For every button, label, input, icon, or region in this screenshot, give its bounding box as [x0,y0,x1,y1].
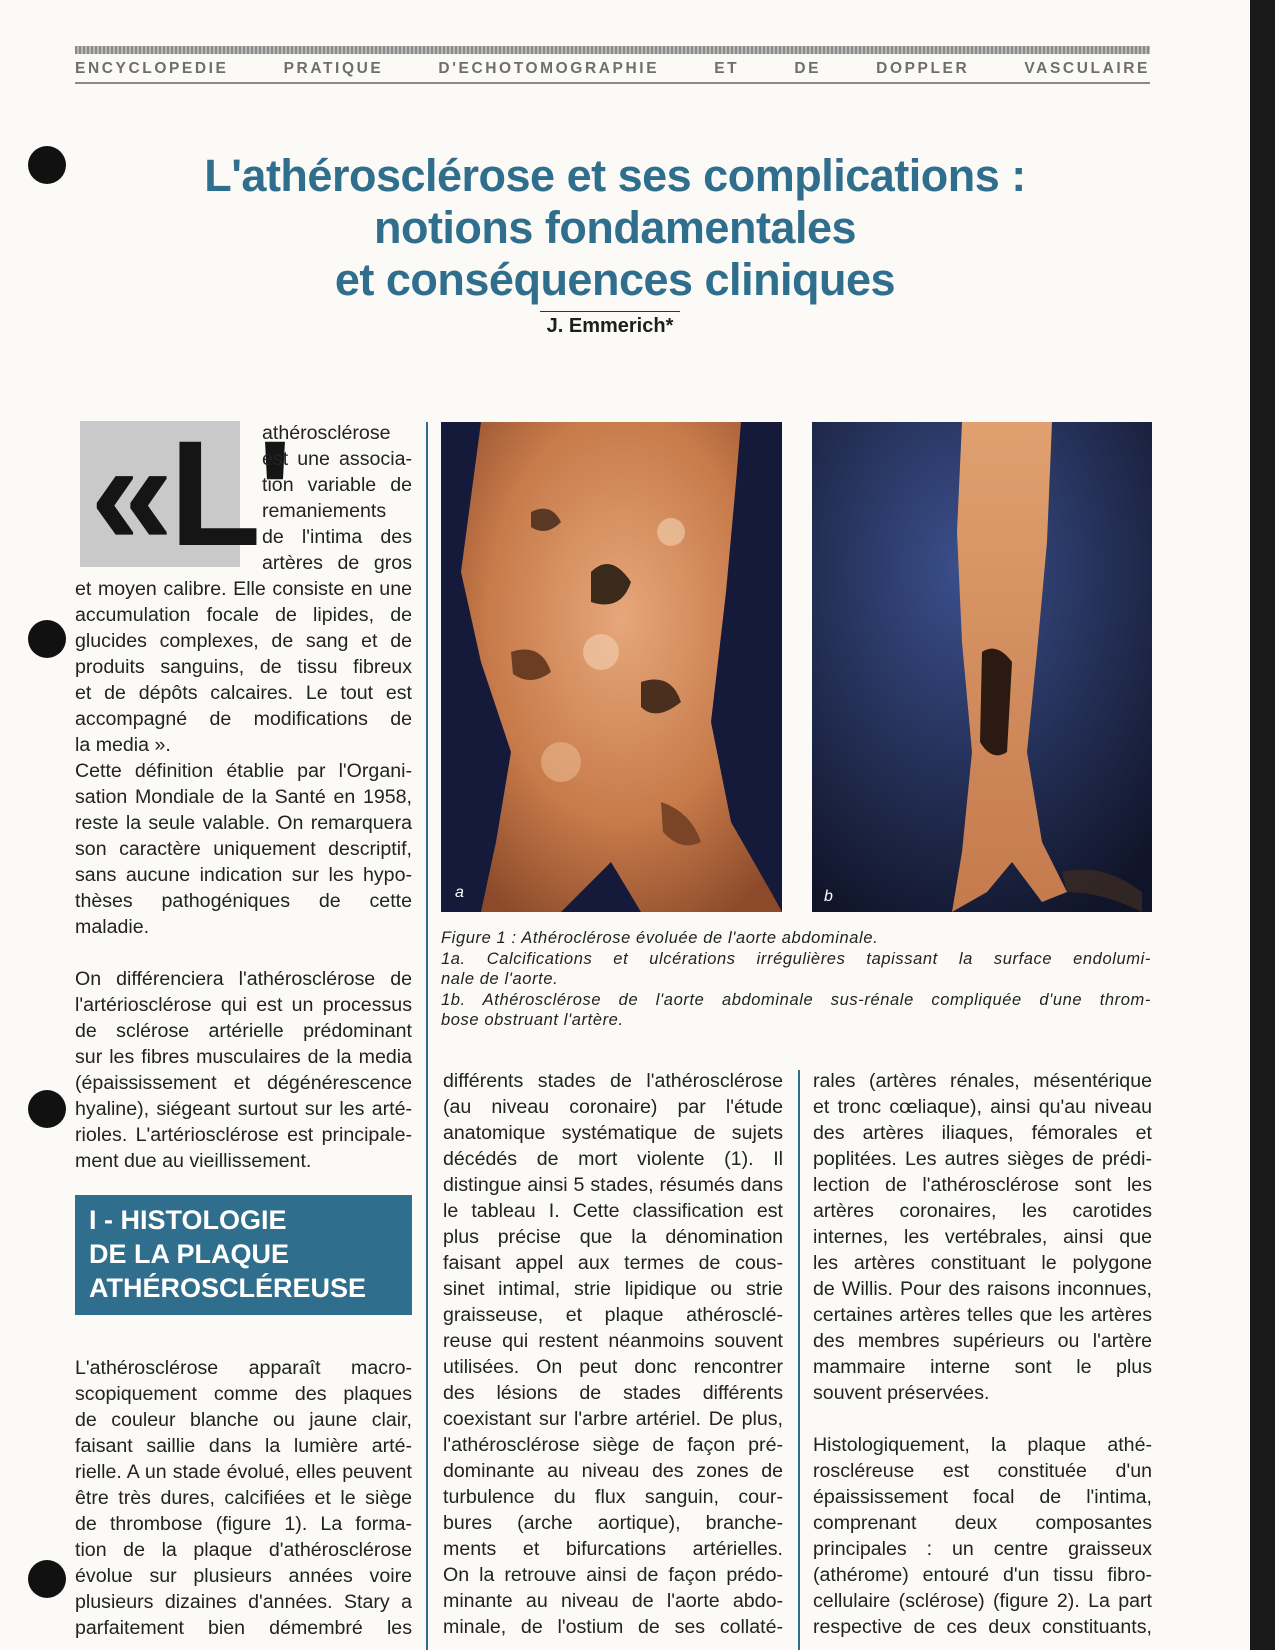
text-line: respective de ces deux constituants, [813,1616,1152,1638]
text-line: mammaire interne sont le plus [813,1356,1152,1378]
text-line: ment due au vieillissement. [75,1150,312,1172]
text-line: distingue ainsi 5 stades, résumés dans [443,1174,783,1196]
text-line: reste la seule valable. On remarquera [75,812,412,834]
text-line: ments et bifurcations artérielles. [443,1538,783,1560]
caption-line: Figure 1 : Athéroclérose évoluée de l'aorte abdominale. [441,929,879,947]
text-line: L'athérosclérose apparaît macro- [75,1357,412,1379]
drop-cap-letter: «L' [90,409,289,577]
text-line: remaniements [262,500,387,522]
text-line: roscléreuse est constituée d'un [813,1460,1152,1482]
column-3-para-2 [813,1432,1152,1640]
text-line: (épaississement et dégénérescence [75,1072,412,1094]
text-line: des lésions de stades différents [443,1382,783,1404]
text-line: accumulation focale de lipides, de [75,604,412,626]
text-line: internes, les vertébrales, ainsi que [813,1226,1152,1248]
author-rule [540,311,680,312]
title-line: notions fondamentales [373,202,857,253]
binder-hole [28,1090,66,1128]
text-line: (athérome) entouré d'un tissu fibro- [813,1564,1152,1586]
text-line: de thrombose (figure 1). La forma- [75,1513,412,1535]
text-line: glucides complexes, de sang et de [75,630,412,652]
text-line: accompagné de modifications de [75,708,412,730]
text-line: minale, de l'ostium de ses collaté- [443,1616,783,1638]
text-line: sur les fibres musculaires de la media [75,1046,412,1068]
column-rule [798,1070,800,1650]
text-line: coexistant sur l'arbre artériel. De plus, [443,1408,783,1430]
intro-short-lines [262,420,412,576]
text-line: tion de la plaque d'athérosclérose [75,1539,412,1561]
text-line: parfaitement bien démembré les [75,1617,412,1639]
text-line: son caractère uniquement descriptif, [75,838,412,860]
caption-line: 1a. Calcifications et ulcérations irrégulières tapissant la surface endolumi- [441,949,1151,968]
text-line: de sclérose artérielle prédominant [75,1020,412,1042]
title-line: et conséquences cliniques [334,254,896,305]
text-line: produits sanguins, de tissu fibreux [75,656,412,678]
heading-line: ATHÉROSCLÉREUSE [89,1273,367,1303]
binder-hole [28,1560,66,1598]
binder-hole [28,146,66,184]
text-line: des artères iliaques, fémorales et [813,1122,1152,1144]
text-line: plusieurs dizaines d'années. Stary a [75,1591,412,1613]
text-line: de l'intima des [262,526,412,548]
text-line: poplitées. Les autres sièges de prédi- [813,1148,1152,1170]
paragraph-histologie [75,1355,412,1641]
text-line: est une associa- [262,448,412,470]
text-line: différents stades de l'athérosclérose [443,1070,783,1092]
figure-1b-photo [812,422,1152,912]
text-line: plus précise que la dénomination [443,1226,783,1248]
caption-line: nale de l'aorte. [441,970,559,988]
figure-caption [441,928,1151,1031]
intro-paragraph [75,576,412,940]
figure-label-a: a [455,884,464,901]
heading-line: I - HISTOLOGIE [89,1205,287,1235]
text-line: tion variable de [262,474,412,496]
header-rule [75,82,1150,84]
drop-cap [80,409,289,577]
text-line: la media ». [75,734,171,756]
caption-line: bose obstruant l'artère. [441,1011,624,1029]
binder-hole [28,620,66,658]
text-line: Cette définition établie par l'Organi- [75,760,412,782]
title-line: L'athérosclérose et ses complications : [204,150,1026,201]
text-line: épaississement focal de l'intima, [813,1486,1152,1508]
text-line: l'artériosclérose qui est un processus [75,994,412,1016]
section-heading [75,1195,412,1315]
text-line: faisant saillie dans la lumière arté- [75,1435,412,1457]
page-edge [1250,0,1275,1650]
text-line: l'athérosclérose siège de façon pré- [443,1434,783,1456]
figure-label-b: b [824,888,833,905]
text-line: et moyen calibre. Elle consiste en une [75,578,412,600]
text-line: le tableau I. Cette classification est [443,1200,783,1222]
column-3-para-1 [813,1068,1152,1406]
text-line: rales (artères rénales, mésentérique [813,1070,1152,1092]
heading-line: DE LA PLAQUE [89,1239,290,1269]
text-line: de couleur blanche ou jaune clair, [75,1409,412,1431]
text-line: évolue sur plusieurs années voire [75,1565,412,1587]
text-line: turbulence du flux sanguin, cour- [443,1486,783,1508]
author: J. Emmerich* [546,315,674,337]
text-line: dominante au niveau des zones de [443,1460,783,1482]
text-line: Histologiquement, la plaque athé- [813,1434,1152,1456]
text-line: les artères constituant le polygone [813,1252,1152,1274]
text-line: cellulaire (sclérose) (figure 2). La part [813,1590,1152,1612]
article-title [100,150,1130,306]
text-line: rioles. L'artériosclérose est principale- [75,1124,412,1146]
text-line: hyaline), siégeant surtout sur les arté- [75,1098,412,1120]
column-rule [426,422,428,1650]
paragraph-arteriosclerose [75,966,412,1174]
text-line: lection de l'athérosclérose sont les [813,1174,1152,1196]
text-line: scopiquement comme des plaques [75,1383,412,1405]
running-title: ENCYCLOPEDIE PRATIQUE D'ECHOTOMOGRAPHIE ET DE DOPPLER VASCULAIRE [75,60,1150,77]
text-line: faisant appel aux termes de cous- [443,1252,783,1274]
text-line: principales : un centre graisseux [813,1538,1152,1560]
text-line: utilisées. On peut donc rencontrer [443,1356,783,1378]
text-line: sans aucune indication sur les hypo- [75,864,412,886]
text-line: sinet intimal, strie lipidique ou strie [443,1278,783,1300]
text-line: graisseuse, et plaque athérosclé- [443,1304,783,1326]
text-line: et tronc cœliaque), ainsi qu'au niveau [813,1096,1152,1118]
text-line: thèses pathogéniques de cette [75,890,412,912]
text-line: être très dures, calcifiées et le siège [75,1487,412,1509]
text-line: athérosclérose [262,422,391,444]
text-line: des membres supérieurs ou l'artère [813,1330,1152,1352]
text-line: bures (arche aortique), branche- [443,1512,783,1534]
text-line: (au niveau coronaire) par l'étude [443,1096,783,1118]
column-2-text [443,1068,783,1640]
text-line: rielle. A un stade évolué, elles peuvent [75,1461,412,1483]
text-line: comprenant deux composantes [813,1512,1152,1534]
text-line: souvent préservées. [813,1382,990,1404]
text-line: et de dépôts calcaires. Le tout est [75,682,412,704]
text-line: de Willis. Pour des raisons inconnues, [813,1278,1152,1300]
text-line: anatomique systématique de sujets [443,1122,783,1144]
text-line: décédés de mort violente (1). Il [443,1148,783,1170]
text-line: maladie. [75,916,150,938]
text-line: On la retrouve ainsi de façon prédo- [443,1564,783,1586]
text-line: artères coronaires, les carotides [813,1200,1152,1222]
caption-line: 1b. Athérosclérose de l'aorte abdominale sus-rénale compliquée d'une throm- [441,990,1151,1009]
text-line: sation Mondiale de la Santé en 1958, [75,786,412,808]
figure-1a-photo [441,422,782,912]
text-line: artères de gros [262,552,412,574]
text-line: minante au niveau de l'aorte abdo- [443,1590,783,1612]
text-line: On différenciera l'athérosclérose de [75,968,412,990]
header-pattern-bar [75,46,1150,54]
text-line: reuse qui restent néanmoins souvent [443,1330,783,1352]
text-line: certaines artères telles que les artères [813,1304,1152,1326]
